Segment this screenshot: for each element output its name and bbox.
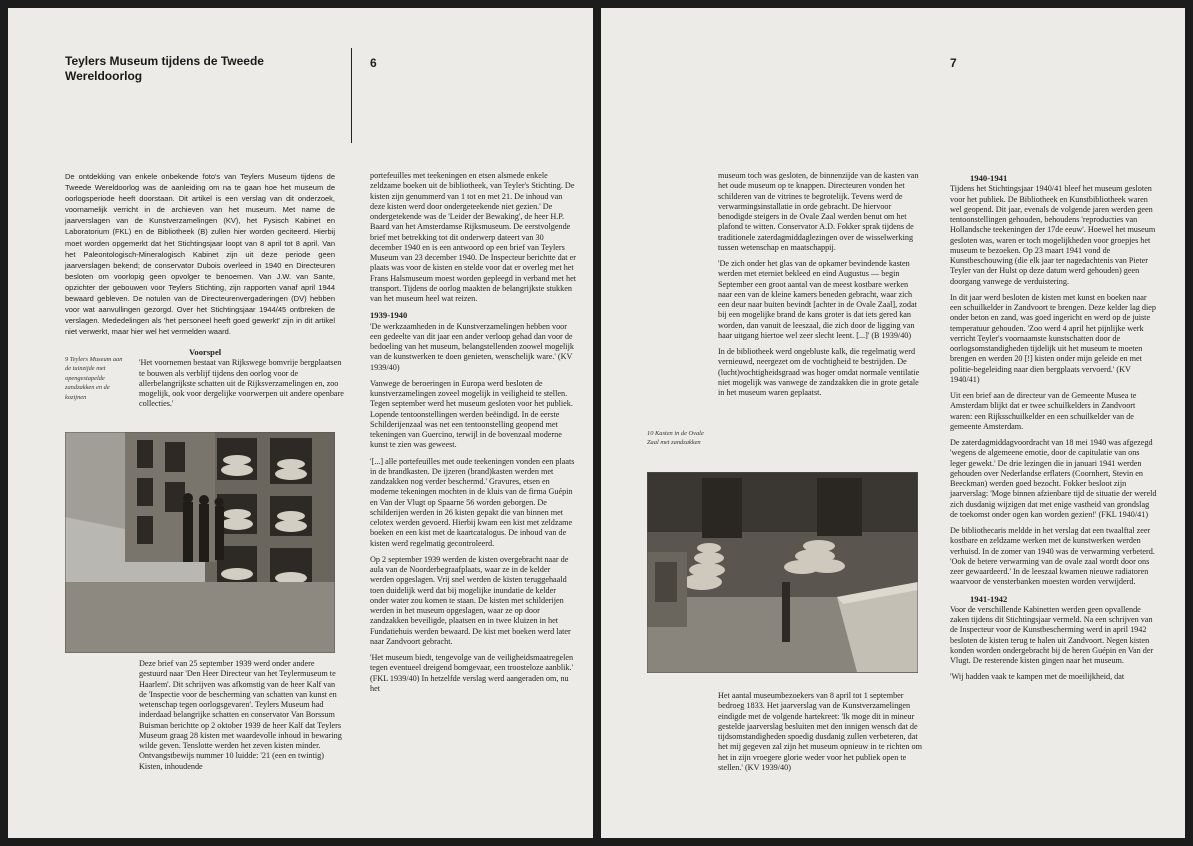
voorspel-quote: 'Het voornemen bestaat van Rijkswege bomvrije bergplaatsen te bouwen als verblijf tijdens den oorlog voor de allerbelangrijkste schatten uit de Rijksverzamelingen en, zoo mogelijk, ook voor dergelijke voorwerpen uit andere openbare collecties.' <box>139 358 344 409</box>
courtyard-sandbags-photo <box>65 432 335 653</box>
paragraph: Vanwege de beroeringen in Europa werd besloten de kunstverzamelingen zoveel mogelijk in veiligheid te stellen. Tegen september werd het museum gesloten voor het publiek. Lopende tentoonstellingen werden beëindigd. In de eerste Schilderijenzaal was net een tentoonstelling geopend met tekeningen van Guercino, terwijl in de bovenzaal moderne kunst te zien was geweest. <box>370 378 573 450</box>
vertical-rule <box>351 48 352 143</box>
paragraph: 'De zich onder het glas van de opkamer bevindende kasten werden met eterniet bekleed en eind Augustus — begin September een groot aantal van de meest kostbare werken naar een van de kleine kamers beneden gebracht, waar zich een deur naar buiten bevindt [achter in de Ovale Zaal], zodat bij een mogelijke brand de kans groter is dat iets gered kan worden, dan vanuit de leeszaal, die zich door de ligging van haar uitgang hiertoe wel zeer slecht leent. [...]' (B 1939/40) <box>718 259 917 340</box>
paragraph: Tijdens het Stichtingsjaar 1940/41 bleef het museum gesloten voor het publiek. De Bibliotheek en Kunstbibliotheek waren wel geopend. Dit jaar, evenals de volgende jaren werden geen tentoonstellingen gehouden, behoudens 'reproducties van Hollandsche teekeningen der 17de eeuw'. Hoewel het museum gesloten was, waren er toch mogelijkheden voor groepjes het museum te bezoeken. Op 23 maart 1941 vond de Kunstbeschouwing (die elk jaar ter nagedachtenis van Pieter Teyler van der Hulst op deze datum werd gehouden) geen doorgang vanwege de verduistering. <box>950 184 1156 286</box>
section-heading-1940-1941: 1940-1941 <box>970 173 1008 183</box>
paragraph: 'De werkzaamheden in de Kunstverzamelingen hebben voor een gedeelte van dit jaar een ander verloop gehad dan voor de bedoeling van het museum, belangstellenden zoowel mogelijk van de kunstwerken te doen genieten, wenschelijk ware.' (KV 1939/40) <box>370 321 574 372</box>
left-right-column <box>370 171 576 700</box>
paragraph: Het aantal museumbezoekers van 8 april tot 1 september bedroeg 1833. Het jaarverslag van de Kunstverzamelingen eindigde met de volgende hartekreet: 'Ik moge dit in mineur gestelde jaarverslag besluiten met den innigen wensch dat de tijdsomstandigheden spoedig dusdanig zullen verbeteren, dat het mij gegeven zal zijn het museum opnieuw in te richten om het in zijn vroegere glorie weder voor het publiek open te stellen.' (KV 1939/40) <box>718 691 922 772</box>
figure-caption-10: 10 Kasten in de Ovale Zaal met zandzakken <box>647 430 704 447</box>
figure-caption-9: 9 Teylers Museum aan de tuinzijde met opengestapelde zandzakken en de kozijnen <box>65 356 123 401</box>
paragraph: museum toch was gesloten, de binnenzijde van de kasten van het oude museum op te knappen. Directeuren vonden het schilderen van de vitrines te begrotelijk. Tevens werd de verwarmingsinstallatie in orde gebracht. De hiervoor benodigde steigers in de Ovale Zaal werden benut om het plafond te witten. Conservator A.D. Fokker sprak tijdens de traditionele zaterdagmiddaglezingen over de wisselwerking tussen wetenschap en maatschappij. <box>718 171 919 252</box>
left-bottom-column <box>139 659 344 778</box>
paragraph: In de bibliotheek werd ongebluste kalk, die regelmatig werd vernieuwd, neergezet om de vochtigheid te bestrijden. De (lucht)vochtigheidsgraad was hoger omdat normale ventilatie niet mogelijk was vanwege de zandzakken die in grote getale in het museum waren geplaatst. <box>718 347 920 397</box>
section-heading-1941-1942: 1941-1942 <box>970 593 1008 604</box>
paragraph: Voor de verschillende Kabinetten werden geen opvallende zaken tijdens dit Stichtingsjaar vermeld. Na een schrijven van de Inspecteur voor de Kunstbescherming werd in april 1942 besloten de kisten terug te halen uit Zandvoort. Negen kisten konden worden ondergebracht bij de heren Guépin en Van der Vlugt. De resterende kisten gingen naar het museum. <box>950 604 1154 665</box>
paragraph-brief-1939: Deze brief van 25 september 1939 werd onder andere gestuurd naar 'Den Heer Directeur van het Teylermuseum te Haarlem'. Dit schrijven was afkomstig van de heer Kalf van de 'Inspectie voor de bescherming van schatten van kunst en wetenschap tegen oorlogsgevaren'. Teylers Museum had inderdaad belangrijke schatten en conservator Van Borssum Buisman berichtte op 2 oktober 1939 de heer Kalf dat Teylers Museum graag 28 kisten met waardevolle inhoud in bewaring wilde geven. Tenslotte werden het zeven kisten minder. Ontvangstbewijs nummer 10 luidde: '21 (een en twintig) Kisten, inhoudende <box>139 659 342 771</box>
right-left-bottom-column <box>718 691 924 779</box>
paragraph: '[...] alle portefeuilles met oude teekeningen vonden een plaats in de brandkasten. De ijzeren (brand)kasten werden met zandzakken nog verder beschermd.' Gravures, etsen en moderne tekeningen mochten in de kluis van de firma Guépin en Van der Vlugt op Spaarne 56 worden geborgen. De schilderijen werden in 26 kisten gepakt die van binnen met celotex werden gevoerd. Hierbij kwam een kist met zeldzame boeken en een kist met de kaartcatalogus. De inhoud van de kisten werd regelmatig gecontroleerd. <box>370 456 575 548</box>
article-title: Teylers Museum tijdens de Tweede Wereldoorlog <box>65 54 264 83</box>
right-left-column <box>718 171 924 404</box>
paragraph: De zaterdagmiddagvoordracht van 18 mei 1940 was afgezegd 'wegens de algemeene emotie, door de capitulatie van ons leger gewekt.' De drie lezingen die in januari 1941 werden gehouden over Nederlandse erflaters (Coornhert, Stevin en Beeckman) werden goed bezocht. Fokker besloot zijn jaarverslag: 'Moge binnen afzienbare tijd de situatie der wereld zich dusdanig wijzigen dat met enige vastheid van grondslag de toekomst onder ogen kan worden gezien!' (FKL 1940/41) <box>950 438 1157 519</box>
paragraph: 'Wij hadden vaak te kampen met de moeilijkheid, dat <box>950 672 1125 682</box>
right-right-column <box>950 171 1157 689</box>
right-page <box>601 8 1185 838</box>
paragraph: Uit een brief aan de directeur van de Gemeente Musea te Amsterdam blijkt dat er twee schuilkelders in Zandvoort waren: een Rijksschuilkelder en een schuilkelder van de gemeente Amsterdam. <box>950 391 1137 431</box>
paragraph: De bibliothecaris meldde in het verslag dat een twaalftal zeer kostbare en zeldzame werken met de kunstwerken werden verhuisd. In de zomer van 1940 was de verwarming verbeterd. 'Ook de betere verwarming van de ovale zaal wordt door ons zeer gewaardeerd.' In de leeszaal kwamen nieuwe radiatoren waarvoor de vensterbanken moesten worden verwijderd. <box>950 526 1155 587</box>
paragraph: 'Het museum biedt, tengevolge van de veiligheidsmaatregelen tegen eventueel dreigend bomgevaar, een troosteloze aanblik.' (FKL 1939/40) In hetzelfde verslag werd aangeraden om, nu het <box>370 653 574 693</box>
intro-paragraph: De ontdekking van enkele onbekende foto's van Teylers Museum tijdens de Tweede Wereldoorlog was de aanleiding om na te gaan hoe het museum de oorlogsperiode heeft doorstaan. Dit artikel is een verslag van dit onderzoek, voornamelijk verricht in de archieven van het museum. Met name de jaarverslagen van de Kunstverzamelingen (KV), het Fysisch Kabinet en Laboratorium (FKL) en de Bibliotheek (B) zullen hier worden geciteerd. Hierbij moet worden opgemerkt dat het Stichtingsjaar loopt van 8 april tot 8 april. Van het Paleontologisch-Mineralogisch Kabinet zijn uit deze periode geen jaarverslagen bekend; de conservator Dubois overleed in 1940 en Directeuren besloten om voorlopig geen opvolger te benoemen. Van J.W. van Sante, opzichter der gebouwen voor Teylers Stichting, zijn rapporten vanaf april 1944 bewaard gebleven. De notulen van de Directeurenvergaderingen (DV) hebben voor wat aanvullingen gezorgd. Over het Stichtingsjaar 1944/45 ontbreken de verslagen. Mededelingen als 'het personeel heeft goed gewerkt' zijn in dit artikel niet verwerkt, maar hier wel het vermelden waard. <box>65 172 335 337</box>
section-heading-voorspel: Voorspel <box>189 347 222 357</box>
paragraph: portefeuilles met teekeningen en etsen alsmede enkele zeldzame boeken uit de bibliotheek, van Teyler's Stichting. De kisten zijn genummerd van 1 tot en met 21. De inhoud van deze kisten werd door ondergeteekende niet gezien.' De ondergetekende was de 'Leider der Bewaking', de heer H.P. Baard van het Amsterdamse Rijksmuseum. De eerstvolgende brief met betrekking tot dit onderwerp dateert van 30 december 1940 en is een antwoord op een brief van Teylers Museum van 23 december 1940. De Inspecteur berichtte dat er plaats was voor de kisten en stelde voor dat er overleg met het Frans Halsmuseum moest worden gepleegd in verband met het transport. Tijdens de oorlog maakten de belangrijkste stukken van het museum heel wat reizen. <box>370 171 577 303</box>
voorspel-section <box>139 345 344 416</box>
section-heading-1939-1940: 1939-1940 <box>370 310 408 321</box>
paragraph: Op 2 september 1939 werden de kisten overgebracht naar de aula van de Noorderbegraafplaats, waar ze in de kelder werden opgeslagen. Vrij snel werden de kisten teruggehaald toen duidelijk werd dat bij mogelijke inundatie de kelder onder water zou komen te staan. De kisten met schilderijen werden in het museum opgeslagen, waar ze op door zandzakken beveiligde, plaatsen en in twee kluizen in het Fundatiehuis werden bewaard. De kist met boeken werd later naar Zandvoort gebracht. <box>370 554 571 646</box>
page-number: 6 <box>370 56 377 70</box>
left-page <box>8 8 593 838</box>
interior-sandbags-photo <box>647 472 918 673</box>
paragraph: In dit jaar werd besloten de kisten met kunst en boeken naar een schuilkelder in Zandvoort te brengen. Deze kelder lag diep onder beton en zand, was goed ingericht en werd op de juiste temperatuur gehouden. 'Zoo werd 4 april het pijnlijke werk verricht Teyler's voornaamste kunstschatten door de oorlogsomstandigheden tijdelijk uit het museum te moeten brengen en werden 20 [!] kisten onder mijn geleide en met politie-begeleiding naar dien bergplaats vervoerd.' (KV 1940/41) <box>950 292 1156 384</box>
page-number: 7 <box>950 56 957 70</box>
